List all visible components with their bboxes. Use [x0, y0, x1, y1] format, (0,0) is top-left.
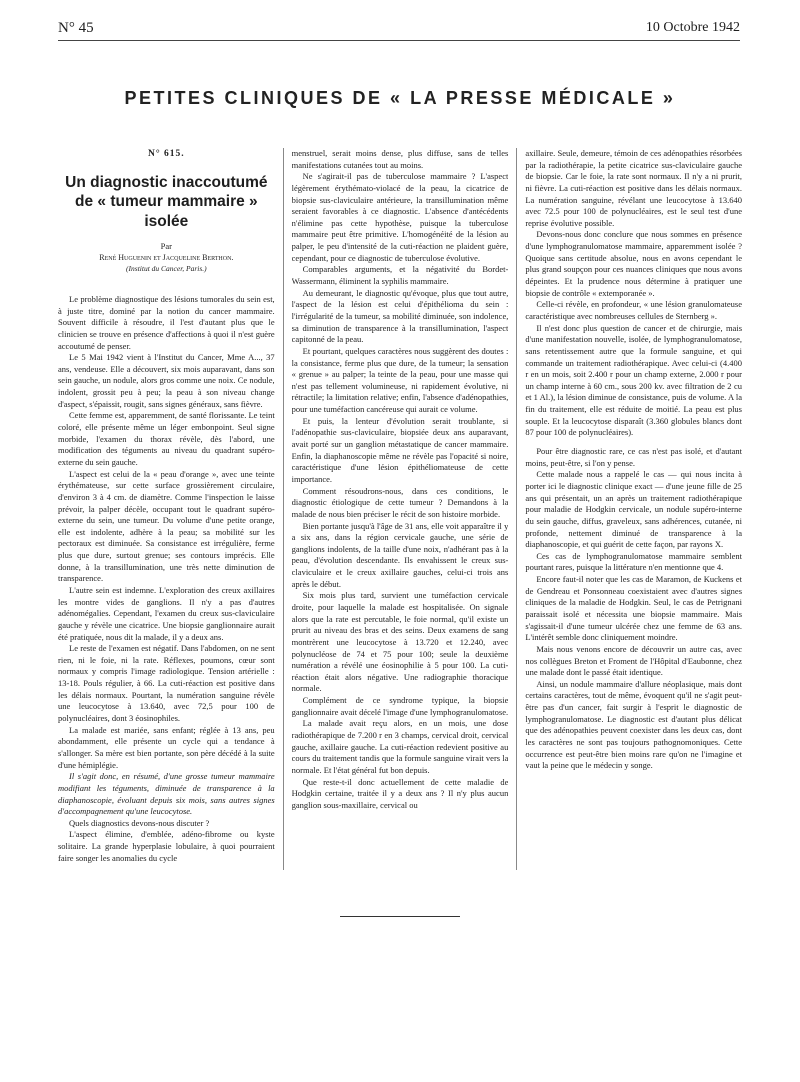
paragraph: axillaire. Seule, demeure, témoin de ces adénopathies résorbées par la radiothérapie, la petite cicatrice sus-claviculaire gauche de biopsie. Car le foie, la rate sont normaux. Il n'y a ni prurit, ni fièvre. La cuti-réaction est positive dans les délais normaux. La numération sanguine, révélant une leucocytose à 13.640 avec 72.5 pour 100 de polynucléaires, est le seul test d'une reprise évolutive possible.	[525, 148, 742, 228]
article-title	[58, 173, 275, 231]
summary-paragraph: Il s'agit donc, en résumé, d'une grosse tumeur mammaire modifiant les téguments, diminuée de transparence à la diaphanoscopie, évoluant depuis six mois, sans autres signes d'accompagnement qu'une leucocytose.	[58, 771, 275, 817]
paragraph: Ne s'agirait-il pas de tuberculose mammaire ? L'aspect légèrement érythémato-violacé de la peau, la cicatrice de biopsie sus-claviculaire antérieure, la transillumination même seraient favorables à ce diagnostic. L'absence d'antécédents n'élimine pas cette hypothèse, puisque la tuberculose mammaire peut être primitive. L'homogénéité de la lésion au palper, le peu d'intensité de la cuti-réaction ne plaident guère, cependant, pour ce diagnostic de tuberculose évolutive.	[291, 171, 509, 263]
column-2	[292, 148, 509, 908]
paragraph: Ainsi, un nodule mammaire d'allure néoplasique, mais dont certains caractères, tout de même, évoquent qu'il ne s'agit peut-être pas d'un cancer, fait surgir à l'esprit le diagnostic de lymphogranulomatose. Le diagnostic est d'autant plus délicat que des adénopathies peuvent coexister dans les deux cas, dont les caractères ne sont pas toujours pathognomoniques. Cette occurrence est peut-être bien moins rare qu'on ne l'imagine et vaut la peine que le médecin y songe.	[525, 678, 742, 771]
paragraph: L'aspect élimine, d'emblée, adéno-fibrome ou kyste solitaire. La grande hyperplasie lobulaire, à quoi pourraient faire songer les anomalies du cycle	[58, 829, 275, 863]
article-number: N° 615.	[148, 149, 185, 159]
article-title-line-2: de « tumeur mammaire » isolée	[75, 193, 258, 230]
paragraph: menstruel, serait moins dense, plus diffuse, sans de telles manifestations cutanées tout au moins.	[291, 148, 509, 170]
issue-date: 10 Octobre 1942	[645, 20, 740, 35]
paragraph: Le problème diagnostique des lésions tumorales du sein est, à juste titre, dominé par la notion du cancer mammaire. Souvent difficile à résoudre, il l'est d'autant plus que le clinicien se trouve en présence d'affections à quoi il n'est guère accoutumé de penser.	[58, 293, 275, 351]
end-rule	[340, 916, 460, 917]
paragraph: Mais nous venons encore de découvrir un autre cas, avec nos collègues Breton et Froment de l'Hôpital d'Eaubonne, chez une malade dont le passé était identique.	[525, 643, 742, 678]
column-1	[58, 148, 275, 908]
column-divider	[516, 148, 517, 870]
paragraph: Complément de ce syndrome typique, la biopsie ganglionnaire avait décelé l'image d'une lymphogranulomatose.	[291, 695, 509, 717]
column-divider	[283, 148, 284, 870]
paragraph: Six mois plus tard, survient une tuméfaction cervicale droite, pour laquelle la malade est hospitalisée. On signale alors que la rate est percutable, le foie normal, qu'il existe un prurit au niveau des bras et des seins. Deux examens de sang montrèrent une leucocytose à 13.720 et 12.240, avec polynucléose de 74 et 75 pour 100; seule la deuxième numération a révélé une éosinophilie à 5 pour 100. La cuti-réaction était alors négative. Une radiographie thoracique normale.	[291, 590, 509, 694]
paragraph: La malade avait reçu alors, en un mois, une dose radiothérapique de 7.200 r en 3 champs, cervical droit, cervical gauche, axillaire gauche. La cuti-réaction redevient positive au cours du traitement tandis que la formule sanguine virait vers la normale. Et l'état général fut bon depuis.	[291, 718, 509, 775]
paragraph: Et puis, la lenteur d'évolution serait troublante, si l'adénopathie sus-claviculaire, biopsiée deux ans auparavant, avait porté sur un ganglion métastatique de cancer mammaire. Enfin, la diaphanoscopie même ne révèle pas l'opacité si noire, caractéristique d'une lésion épithéliomateuse de cette importance.	[291, 415, 509, 484]
paragraph: L'aspect est celui de la « peau d'orange », avec une teinte érythémateuse, sur cette surface grossièrement circulaire, d'environ 3 à 4 cm. de diamètre. Comme l'inspection le laisse prévoir, la palper décèle, occupant tout le quadrant supéro-externe du sein, une tumeur. Du volume d'une petite orange, elle est indolente, adhère à la peau; sa mobilité sur les pectoraux est diminuée. Sa consistance est irrégulière, ferme plus que dure, surtout grenue; ses contours imprécis. Elle donne, à la transillumination, une très nette diminution de transparence.	[58, 468, 275, 584]
paragraph: Ces cas de lymphogranulomatose mammaire semblent pourtant rares, puisque la littérature n'en mentionne que 4.	[525, 550, 742, 573]
column-3	[525, 148, 742, 908]
paragraph: Le 5 Mai 1942 vient à l'Institut du Cancer, Mme A..., 37 ans, vendeuse. Elle a découvert, six mois auparavant, dans son sein gauche, un nodule, alors gros comme une noix. Ce nodule, indolent, grossit peu à peu; la peau à son niveau change d'aspect, s'épaissit, rougit, sans signes généraux, sans fièvre.	[58, 352, 275, 409]
byline-par: Par	[160, 241, 173, 252]
byline-authors: René Huguenin et Jacqueline Berthon.	[99, 252, 234, 262]
paragraph: Encore faut-il noter que les cas de Maramon, de Kuckens et de Gendreau et Ponsonneau coexistaient avec d'autres signes cliniques de la maladie de Hodgkin. Seul, le cas de Petrignani paraissait isolé et nécessita une biopsie mammaire. Mais s'agissait-il d'une tumeur ulcérée chez une femme de 63 ans. L'intérêt semble donc cliniquement moindre.	[525, 574, 742, 643]
header-rule	[58, 40, 740, 41]
paragraph: Devons-nous donc conclure que nous sommes en présence d'une lymphogranulomatose mammaire, apparemment isolée ? Quoique sans certitude absolue, nous en avons cependant le plus grand soupçon pour ces nuances cliniques que nous avons dépeintes. Et la prudence nous détermine à pratiquer une biopsie de contrôle « extemporanée ».	[525, 229, 742, 298]
section-banner: PETITES CLINIQUES DE « LA PRESSE MÉDICALE »	[124, 88, 676, 108]
byline-institution: (Institut du Cancer, Paris.)	[126, 263, 207, 273]
issue-number: N° 45	[58, 20, 94, 36]
article-columns	[58, 148, 742, 908]
paragraph: Au demeurant, le diagnostic qu'évoque, plus que tout autre, l'aspect de la lésion est celui d'épithélioma du sein : l'irrégularité de la tumeur, sa mobilité diminuée, son indolence, sa diminution de transparence à la transillumination, l'aspect capitonné de la peau.	[291, 287, 509, 345]
paragraph: Quels diagnostics devons-nous discuter ?	[69, 817, 210, 828]
paragraph: Pour être diagnostic rare, ce cas n'est pas isolé, et d'autant moins, peut-être, si l'on y pense.	[525, 446, 742, 468]
paragraph: Comment résoudrons-nous, dans ces conditions, le diagnostic étiologique de cette tumeur ? Demandons à la malade de nous bien préciser le récit de son histoire morbide.	[291, 485, 509, 519]
paragraph: Et pourtant, quelques caractères nous suggèrent des doutes : la consistance, ferme plus que dure, de la tumeur; la sensation « grenue » au palper; la teinte de la peau, pour une masse qui n'est pas tellement volumineuse, ni rapidement évolutive, ni rétractile; la limitation relative; enfin, l'absence d'adénopathies, pour une tuméfaction cancéreuse qui aurait ce volume.	[291, 345, 509, 415]
paragraph: La malade est mariée, sans enfant; réglée à 13 ans, peu abondamment, elle présente un cycle qui a tendance à s'allonger. Sa mère est bien portante, son père décédé à la suite d'une hémiplégie.	[58, 724, 275, 770]
paragraph: Que reste-t-il donc actuellement de cette maladie de Hodgkin certaine, traitée il y a deux ans ? Il n'y plus aucun ganglion sous-maxillaire, cervical ou	[291, 776, 509, 810]
paragraph: Le reste de l'examen est négatif. Dans l'abdomen, on ne sent rien, ni le foie, ni la rate. Réflexes, poumons, cœur sont normaux y compris l'image radiologique. Tension artérielle : 13-18. Pouls régulier, à 66. La cuti-réaction est positive dans les délais normaux. Pourtant, la numération sanguine révèle une leucocytose à 13.640, avec 72,5 pour 100 de polynucléaires, dont 3 éosinophiles.	[58, 643, 275, 724]
paragraph: L'autre sein est indemne. L'exploration des creux axillaires les montre vides de ganglions. Il n'y a pas d'autres adénomégalies. Cependant, l'examen du creux sus-claviculaire gauche y révèle une cicatrice. Une biopsie ganglionnaire aurait été pratiquée, nous dit la malade, il y a deux ans.	[58, 585, 275, 642]
article-title-line-1: Un diagnostic inaccoutumé	[65, 174, 268, 191]
paragraph: Cette malade nous a rappelé le cas — qui nous incita à porter ici le diagnostic clinique exact — d'une jeune fille de 25 ans qui présentait, un an après un traitement radiothérapique pour maladie de Hodgkin cervicale, un nodule supéro-interne du sein gauche, diffus, graveleux, sans adhérences, cutanée, ni profonde, nettement diminué de transparence à la diaphanoscopie, et qui guérit de cette façon, par rayons X.	[525, 469, 742, 550]
paragraph: Cette femme est, apparemment, de santé florissante. Le teint coloré, elle présente même un léger embonpoint. Seul signe morbide, l'examen du thorax révèle, dès l'abord, une modification des téguments au niveau du quadrant supéro-externe du sein gauche.	[58, 410, 275, 467]
paragraph: Comparables arguments, et la négativité du Bordet-Wassermann, éliminent la syphilis mammaire.	[291, 264, 509, 287]
paragraph: Bien portante jusqu'à l'âge de 31 ans, elle voit apparaître il y a six ans, dans la région cervicale gauche, une série de ganglions indolents, de la taille d'une noix, n'adhérant pas à la peau, d'évolution descendante. Ils envahissent le creux sus-claviculaire et le creux axillaire gauches, celui-ci trois ans après le début.	[291, 520, 509, 589]
paragraph: Il n'est donc plus question de cancer et de chirurgie, mais d'une manifestation nouvelle, isolée, de lymphogranulomatose, sans retentissement autre que la formule sanguine, et qui commande un traitement radiothérapique. Avec celui-ci (4.400 r en un mois, soit 2.400 r pour un champ externe, 2.000 r pour un champ interne à 60 cm., sous 200 kv. avec filtration de 2 cu et 1 Al.), la lésion diminue de consistance, puis de volume. A la fin du traitement, elle est réduite de moitié. La peau est plus souple. Et la leucocytose disparaît (3.360 globules blancs dont 87 pour 100 de polynucléaires).	[525, 322, 742, 438]
paragraph: Celle-ci révèle, en profondeur, « une lésion granulomateuse caractéristique avec nombreuses cellules de Sternberg ».	[525, 299, 742, 321]
